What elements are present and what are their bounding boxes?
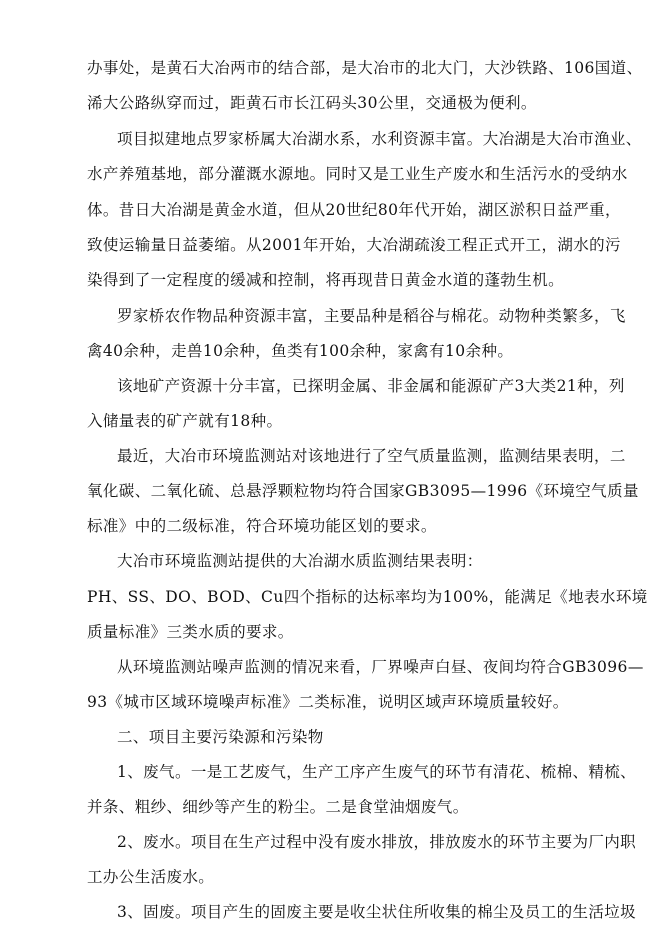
text-line: 并条、粗纱、细纱等产生的粉尘。二是食堂油烟废气。 <box>87 798 469 816</box>
text-line: 禽40余种，走兽10余种，鱼类有100余种，家禽有10余种。 <box>87 342 514 360</box>
text-line: 致使运输量日益萎缩。从2001年开始，大冶湖疏浚工程正式开工，湖水的污 <box>87 236 621 254</box>
text-line: 标准》中的二级标准，符合环境功能区划的要求。 <box>87 517 437 535</box>
text-line: 最近，大冶市环境监测站对该地进行了空气质量监测，监测结果表明，二 <box>117 447 626 465</box>
text-line: 氧化碳、二氧化硫、总悬浮颗粒物均符合国家GB3095—1996《环境空气质量 <box>87 482 639 500</box>
text-line: 1、废气。一是工艺废气，生产工序产生废气的环节有清花、梳棉、精梳、 <box>117 763 637 781</box>
text-line: 3、固废。项目产生的固废主要是收尘状住所收集的棉尘及员工的生活垃圾 <box>117 903 637 921</box>
section-heading: 二、项目主要污染源和污染物 <box>117 728 324 746</box>
text-line: 体。昔日大冶湖是黄金水道，但从20世纪80年代开始，湖区淤积日益严重， <box>87 201 621 219</box>
text-line: PH、SS、DO、BOD、Cu四个指标的达标率均为100%，能满足《地表水环境 <box>87 588 648 606</box>
text-line: 染得到了一定程度的缓减和控制，将再现昔日黄金水道的蓬勃生机。 <box>87 271 565 289</box>
text-line: 办事处，是黄石大冶两市的结合部，是大冶市的北大门，大沙铁路、106国道、 <box>87 59 643 77</box>
text-line: 从环境监测站噪声监测的情况来看，厂界噪声白昼、夜间均符合GB3096— <box>117 658 644 676</box>
text-line: 该地矿产资源十分丰富，已探明金属、非金属和能源矿产3大类21种，列 <box>117 377 625 395</box>
text-line: 浠大公路纵穿而过，距黄石市长江码头30公里，交通极为便利。 <box>87 94 537 112</box>
text-line: 入储量表的矿产就有18种。 <box>87 412 283 430</box>
text-line: 水产养殖基地，部分灌溉水源地。同时又是工业生产废水和生活污水的受纳水 <box>87 165 628 183</box>
text-line: 工办公生活废水。 <box>87 868 215 886</box>
text-line: 93《城市区域环境噪声标准》二类标准，说明区域声环境质量较好。 <box>87 693 569 711</box>
text-line: 质量标准》三类水质的要求。 <box>87 623 294 641</box>
text-line: 大冶市环境监测站提供的大冶湖水质监测结果表明： <box>117 552 483 570</box>
text-line: 2、废水。项目在生产过程中没有废水排放，排放废水的环节主要为厂内职 <box>117 833 637 851</box>
text-line: 项目拟建地点罗家桥属大冶湖水系，水利资源丰富。大冶湖是大冶市渔业、 <box>117 130 642 148</box>
text-line: 罗家桥农作物品种资源丰富，主要品种是稻谷与棉花。动物种类繁多，飞 <box>117 307 626 325</box>
